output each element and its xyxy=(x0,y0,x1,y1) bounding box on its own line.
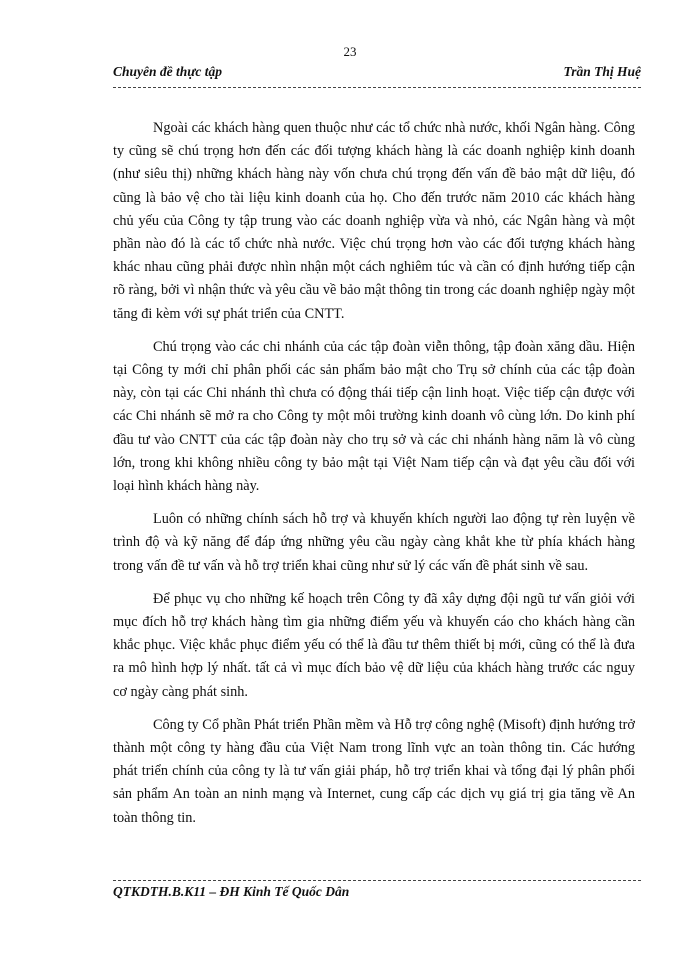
paragraph-3: Luôn có những chính sách hỗ trợ và khuyến khích người lao động tự rèn luyện về trình độ và kỹ năng để đáp ứng những yêu cầu ngày càng khắt khe từ phía khách hàng trong vấn đề tư vấn và hỗ trợ triển khai cũng như sử lý các vấn đề phát sinh về sau. xyxy=(113,511,635,574)
page-number: 23 xyxy=(343,44,357,59)
page-footer: QTKDTH.B.K11 – ĐH Kinh Tế Quốc Dân xyxy=(113,884,350,899)
header-divider xyxy=(113,87,641,88)
header-title: Chuyên đề thực tập xyxy=(113,64,222,79)
header-author: Trần Thị Huệ xyxy=(563,64,641,79)
paragraph-5: Công ty Cổ phần Phát triển Phần mềm và Hỗ trợ công nghệ (Misoft) định hướng trở thành một công ty hàng đầu của Việt Nam trong lĩnh vực an toàn thông tin. Các hướng phát triển chính của công ty là tư vấn giải pháp, hỗ trợ triển khai và tổng đại lý phân phối sản phẩm An toàn an ninh mạng và Internet, cung cấp các dịch vụ giá trị gia tăng về An toàn thông tin. xyxy=(113,716,635,826)
page-header xyxy=(113,64,641,84)
paragraph-1: Ngoài các khách hàng quen thuộc như các tổ chức nhà nước, khối Ngân hàng. Công ty cũng sẽ chú trọng hơn đến các đối tượng khách hàng là các doanh nghiệp kinh doanh (như siêu thị) những khách hàng này vốn chưa chú trọng đến vấn đề bảo mật dữ liệu, đó cũng là bảo vệ cho tài liệu kinh doanh của họ. Cho đến trước năm 2010 các khách hàng chủ yếu của Công ty tập trung vào các doanh nghiệp vừa và nhỏ, các Ngân hàng và một phần nào đó là các tổ chức nhà nước. Việc chú trọng hơn vào các đối tượng khách hàng khác nhau cũng phải được nhìn nhận một cách nghiêm túc và cần có định hướng tiếp cận rõ ràng, bởi vì nhận thức và yêu cầu về bảo mật thông tin trong các doanh nghiệp ngày một tăng đi kèm với sự phát triển của CNTT. xyxy=(113,120,635,322)
body-text xyxy=(113,117,635,840)
paragraph-2: Chú trọng vào các chi nhánh của các tập đoàn viễn thông, tập đoàn xăng dầu. Hiện tại Công ty mới chỉ phân phối các sản phẩm bảo mật cho Trụ sở chính của các tập đoàn này, còn tại các Chi nhánh thì chưa có động thái tiếp cận linh hoạt. Việc tiếp cận được với các Chi nhánh sẽ mở ra cho Công ty một môi trường kinh doanh vô cùng lớn. Do kinh phí đầu tư vào CNTT của các tập đoàn này cho trụ sở và các chi nhánh hàng năm là vô cùng lớn, trong khi không nhiều công ty bảo mật tại Việt Nam tiếp cận và đạt yêu cầu đối với loại hình khách hàng này. xyxy=(113,338,635,495)
footer-divider xyxy=(113,880,641,881)
paragraph-4: Để phục vụ cho những kế hoạch trên Công ty đã xây dựng đội ngũ tư vấn giỏi với mục đích hỗ trợ khách hàng tìm gia những điểm yếu và khuyến cáo cho khách hàng cần khắc phục. Việc khắc phục điểm yếu có thể là đầu tư thêm thiết bị mới, cũng có thể là đưa ra mô hình hợp lý nhất. tất cả vì mục đích bảo vệ dữ liệu của khách hàng trước các nguy cơ ngày càng phát sinh. xyxy=(113,590,635,700)
